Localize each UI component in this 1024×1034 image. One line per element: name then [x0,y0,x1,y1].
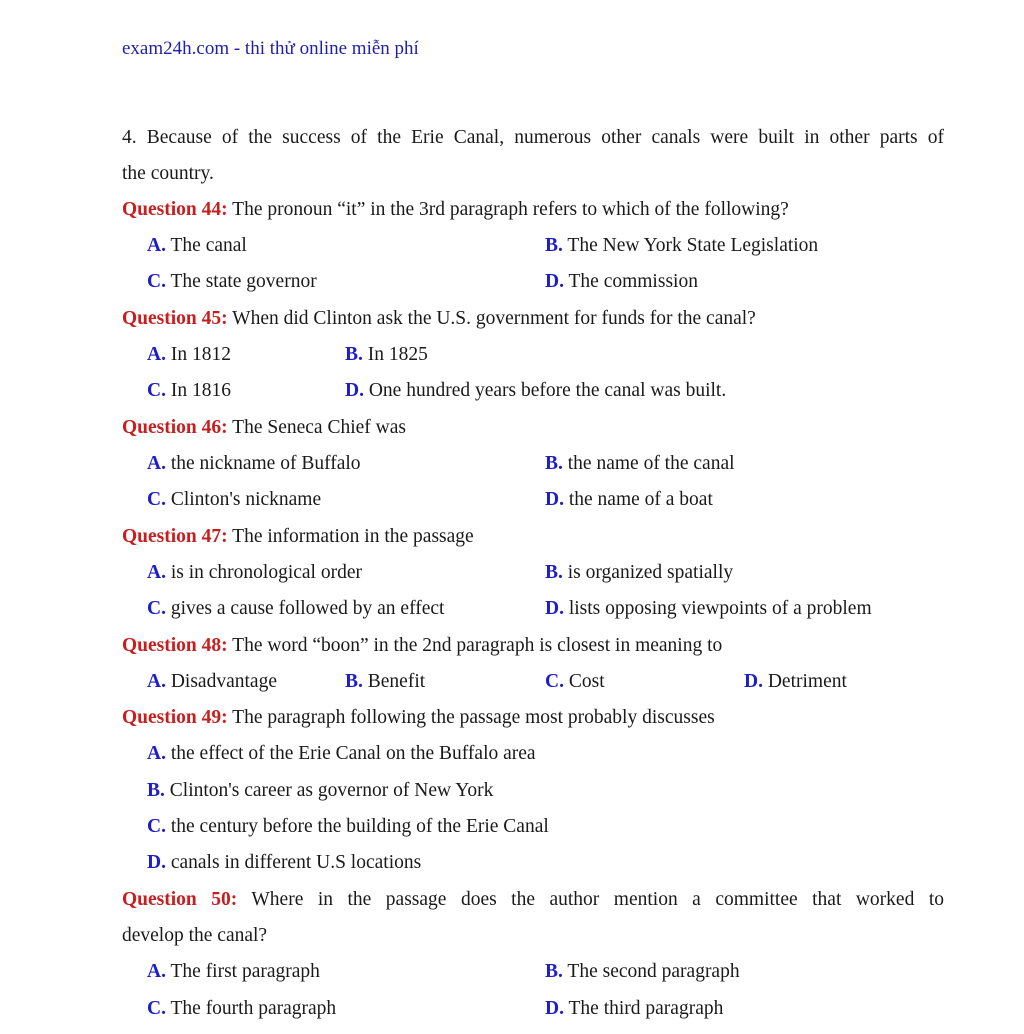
option-letter: D. [545,271,564,292]
question-44 [122,198,944,222]
option-letter: C. [147,271,166,292]
option-text: The New York State Legislation [567,235,819,256]
option-text: the name of the canal [567,453,735,474]
option-letter: D. [147,852,166,873]
option-d[interactable] [545,270,698,294]
option-text: canals in different U.S locations [170,852,422,873]
option-letter: D. [545,998,564,1019]
question-50 [122,888,944,912]
option-d[interactable] [545,597,872,621]
option-letter: B. [545,961,563,982]
option-a[interactable] [147,561,362,585]
option-letter: B. [147,780,165,801]
option-letter: A. [147,453,166,474]
option-a[interactable] [147,343,231,367]
question-49 [122,706,944,730]
option-text: The fourth paragraph [170,998,337,1019]
option-d[interactable] [545,997,723,1021]
option-b[interactable] [545,234,818,258]
question-text: Where in the passage does the author mention a committee that worked to [251,889,944,910]
option-letter: C. [147,489,166,510]
option-text: The commission [568,271,698,292]
option-text: the nickname of Buffalo [170,453,361,474]
option-letter: B. [345,344,363,365]
option-letter: C. [147,380,166,401]
option-a[interactable] [147,234,247,258]
question-text-continued: develop the canal? [122,925,268,946]
question-text: The paragraph following the passage most probably discusses [232,707,715,728]
option-a[interactable] [147,960,320,984]
option-text: The state governor [170,271,317,292]
option-letter: D. [744,671,763,692]
option-d[interactable] [545,488,713,512]
question-47 [122,525,944,549]
passage-line: 4. Because of the success of the Erie Canal, numerous other canals were built in other parts of [122,127,944,148]
option-b[interactable] [545,561,733,585]
option-c[interactable] [147,488,321,512]
option-c[interactable] [147,270,317,294]
option-letter: C. [147,598,166,619]
option-letter: C. [147,816,166,837]
option-text: is in chronological order [170,562,362,583]
option-text: In 1812 [170,344,231,365]
question-text: When did Clinton ask the U.S. government for funds for the canal? [232,308,756,329]
option-letter: D. [545,489,564,510]
option-letter: D. [345,380,364,401]
option-text: the name of a boat [568,489,713,510]
option-text: Detriment [767,671,847,692]
option-text: The first paragraph [170,961,320,982]
option-b[interactable] [545,960,740,984]
option-text: The third paragraph [568,998,724,1019]
option-a[interactable] [147,742,536,766]
option-text: is organized spatially [567,562,734,583]
option-c[interactable] [147,597,444,621]
question-text: The pronoun “it” in the 3rd paragraph refers to which of the following? [232,199,789,220]
question-label: Question 49: [122,707,228,728]
option-text: One hundred years before the canal was built. [368,380,727,401]
option-a[interactable] [147,452,361,476]
option-letter: C. [545,671,564,692]
option-letter: B. [545,235,563,256]
question-text: The word “boon” in the 2nd paragraph is closest in meaning to [232,635,723,656]
option-text: gives a cause followed by an effect [170,598,445,619]
option-letter: A. [147,235,166,256]
question-label: Question 47: [122,526,228,547]
option-text: lists opposing viewpoints of a problem [568,598,872,619]
option-letter: D. [545,598,564,619]
option-c[interactable] [147,997,336,1021]
option-b[interactable] [545,452,735,476]
question-46 [122,416,944,440]
option-b[interactable] [345,670,425,694]
question-label: Question 44: [122,199,228,220]
question-label: Question 48: [122,635,228,656]
option-text: Clinton's career as governor of New York [169,780,494,801]
option-c[interactable] [545,670,605,694]
option-text: The second paragraph [567,961,740,982]
option-c[interactable] [147,815,549,839]
option-d[interactable] [744,670,847,694]
option-letter: B. [545,562,563,583]
option-letter: B. [545,453,563,474]
question-label: Question 45: [122,308,228,329]
passage-line: the country. [122,163,214,184]
option-d[interactable] [345,379,726,403]
question-label: Question 50: [122,889,238,910]
site-header-link[interactable]: exam24h.com - thi thử online miễn phí [122,38,419,59]
option-text: Disadvantage [170,671,277,692]
question-text: The information in the passage [232,526,474,547]
option-text: In 1816 [170,380,231,401]
option-text: the century before the building of the Erie Canal [170,816,549,837]
option-d[interactable] [147,851,421,875]
option-letter: A. [147,671,166,692]
question-label: Question 46: [122,417,228,438]
option-letter: A. [147,961,166,982]
option-text: Benefit [367,671,426,692]
question-48 [122,634,944,658]
option-letter: C. [147,998,166,1019]
option-letter: A. [147,344,166,365]
question-45 [122,307,944,331]
option-text: In 1825 [367,344,428,365]
option-text: the effect of the Erie Canal on the Buffalo area [170,743,536,764]
option-text: The canal [170,235,247,256]
option-text: Clinton's nickname [170,489,322,510]
option-text: Cost [568,671,605,692]
option-letter: A. [147,743,166,764]
option-letter: B. [345,671,363,692]
option-b[interactable] [147,779,493,803]
option-c[interactable] [147,379,231,403]
option-b[interactable] [345,343,428,367]
option-letter: A. [147,562,166,583]
question-text: The Seneca Chief was [232,417,406,438]
option-a[interactable] [147,670,277,694]
